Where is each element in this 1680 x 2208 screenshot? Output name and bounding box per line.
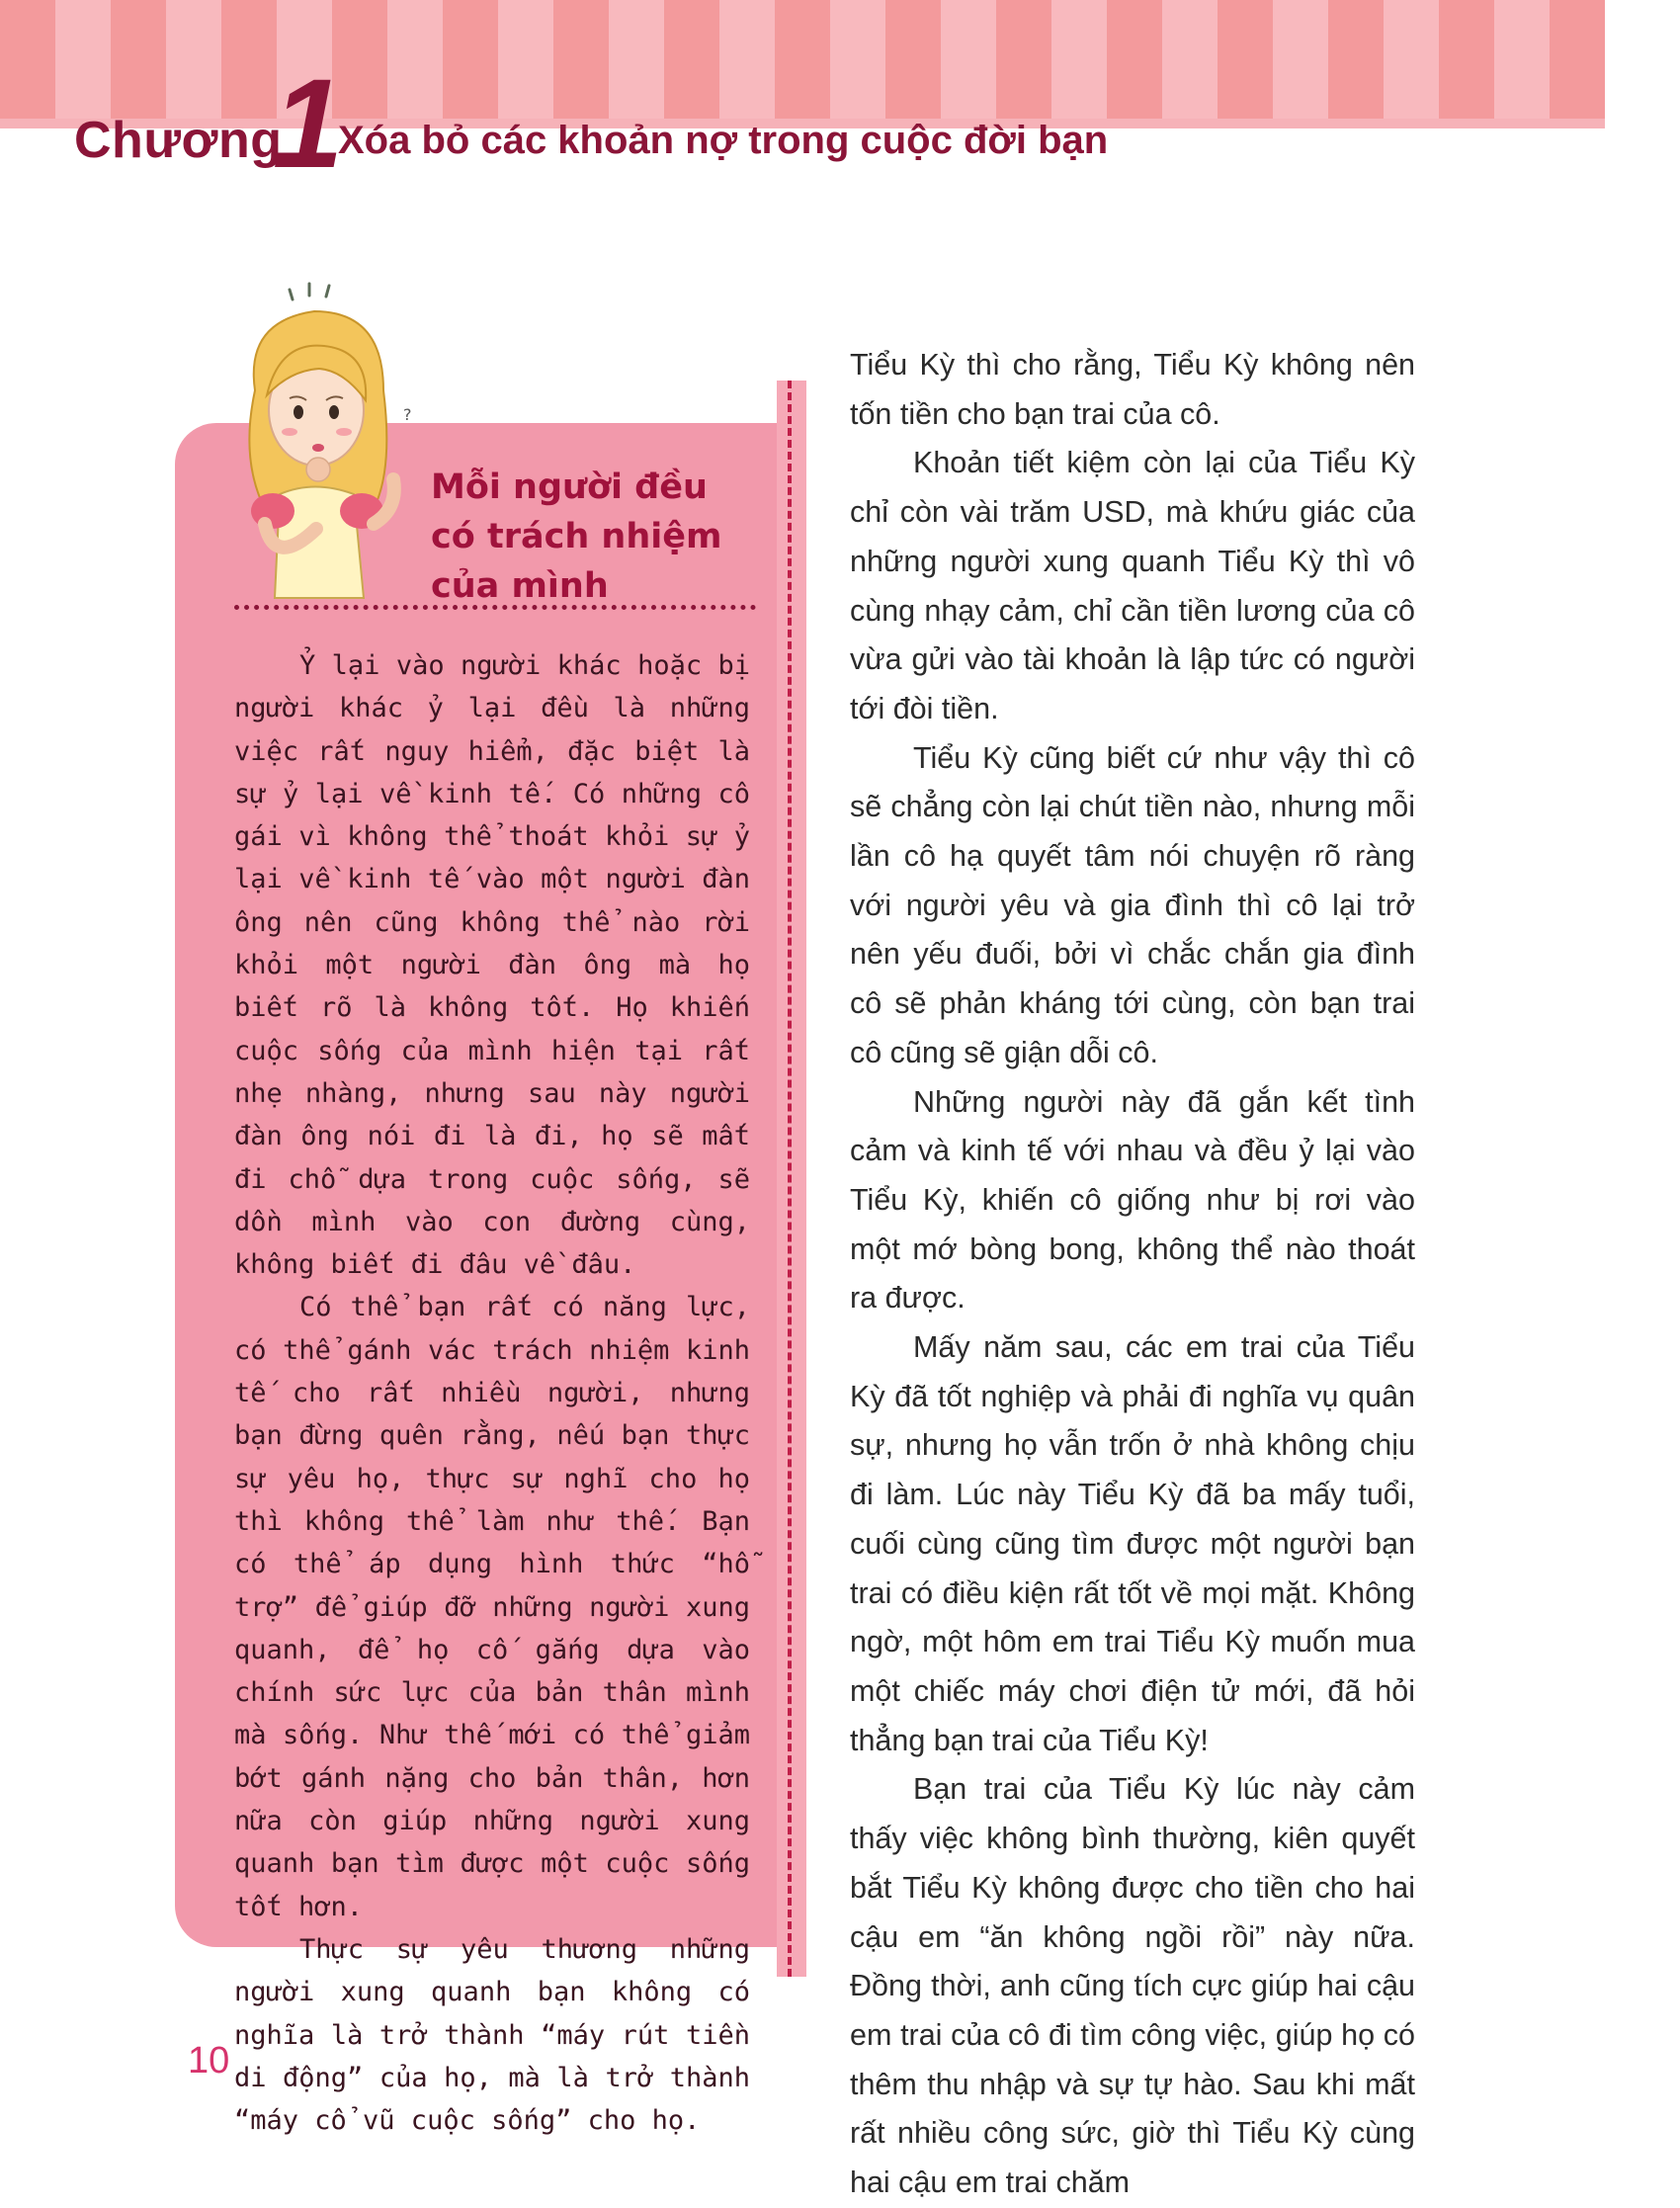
page-number: 10 [188,2040,230,2081]
main-paragraph: Những người này đã gắn kết tình cảm và kinh tế với nhau và đều ỷ lại vào Tiểu Kỳ, khiến cô giống như bị rơi vào một mớ bòng bong, không thể nào thoát ra được. [850,1084,1415,1316]
chapter-title: Xóa bỏ các khoản nợ trong cuộc đời bạn [338,119,1109,162]
sidebar-body [234,644,750,2142]
sidebar-paragraph: Có thể bạn rất có năng lực, có thể gánh vác trách nhiệm kinh tế cho rất nhiều người, nhưng bạn đừng quên rằng, nếu bạn thực sự yêu họ, thực sự nghĩ cho họ thì không thể làm như thế. Bạn có thể áp dụng hình thức “hỗ trợ” để giúp đỡ những người xung quanh, để họ cố gắng dựa vào chính sức lực của bản thân mình mà sống. Như thế mới có thể giảm bớt gánh nặng cho bản thân, hơn nữa còn giúp những người xung quanh bạn tìm được một cuộc sống tốt hơn. [234,1292,750,1922]
girl-illustration-icon [235,282,443,608]
sidebar-dotted-divider [234,605,756,610]
chapter-label: Chương [74,112,283,169]
main-paragraph: Bạn trai của Tiểu Kỳ lúc này cảm thấy việc không bình thường, kiên quyết bắt Tiểu Kỳ không được cho tiền cho hai cậu em “ăn không ngồi rồi” này nữa. Đồng thời, anh cũng tích cực giúp hai cậu em trai của cô đi tìm công việc, giúp họ có thêm thu nhập và sự tự hào. Sau khi mất rất nhiều công sức, giờ thì Tiểu Kỳ cùng hai cậu em trai chăm [850,1772,1415,2200]
sidebar-title-line: của mình [431,566,609,606]
chapter-number: 1 [273,53,344,195]
sidebar-title [431,463,767,611]
svg-text:?: ? [403,405,412,424]
main-body [850,341,1415,2208]
sidebar-paragraph: Thực sự yêu thương những người xung quanh bạn không có nghĩa là trở thành “máy rút tiền di động” của họ, mà là trở thành “máy cổ vũ cuộc sống” cho họ. [234,1933,750,2137]
sidebar-stitched-edge [777,381,806,1977]
main-paragraph: Tiểu Kỳ thì cho rằng, Tiểu Kỳ không nên tốn tiền cho bạn trai của cô. [850,348,1415,431]
main-paragraph: Mấy năm sau, các em trai của Tiểu Kỳ đã tốt nghiệp và phải đi nghĩa vụ quân sự, nhưng họ vẫn trốn ở nhà không chịu đi làm. Lúc này Tiểu Kỳ đã ba mấy tuổi, cuối cùng cũng tìm được một người bạn trai có điều kiện rất tốt về mọi mặt. Không ngờ, một hôm em trai Tiểu Kỳ muốn mua một chiếc máy chơi điện tử mới, đã hỏi thẳng bạn trai của Tiểu Kỳ! [850,1330,1415,1757]
main-paragraph: Khoản tiết kiệm còn lại của Tiểu Kỳ chỉ còn vài trăm USD, mà khứu giác của những người xung quanh Tiểu Kỳ thì vô cùng nhạy cảm, chỉ cần tiền lương của cô vừa gửi vào tài khoản là lập tức có người tới đòi tiền. [850,446,1415,725]
sidebar-title-line: có trách nhiệm [431,517,722,556]
main-paragraph: Tiểu Kỳ cũng biết cứ như vậy thì cô sẽ chẳng còn lại chút tiền nào, nhưng mỗi lần cô hạ quyết tâm nói chuyện rõ ràng với người yêu và gia đình thì cô lại trở nên yếu đuối, bởi vì chắc chắn gia đình cô sẽ phản kháng tới cùng, còn bạn trai cô cũng sẽ giận dỗi cô. [850,740,1415,1069]
header-stripe-band [0,0,1605,119]
sidebar-paragraph: Ỷ lại vào người khác hoặc bị người khác ỷ lại đều là những việc rất nguy hiểm, đặc biệt là sự ỷ lại về kinh tế. Có những cô gái vì không thể thoát khỏi sự ỷ lại về kinh tế vào một người đàn ông nên cũng không thể nào rời khỏi một người đàn ông mà họ biết rõ là không tốt. Họ khiến cuộc sống của mình hiện tại rất nhẹ nhàng, nhưng sau này người đàn ông nói đi là đi, họ sẽ mất đi chỗ dựa trong cuộc sống, sẽ dồn mình vào con đường cùng, không biết đi đâu về đâu. [234,650,750,1281]
sidebar-title-line: Mỗi người đều [431,467,708,507]
